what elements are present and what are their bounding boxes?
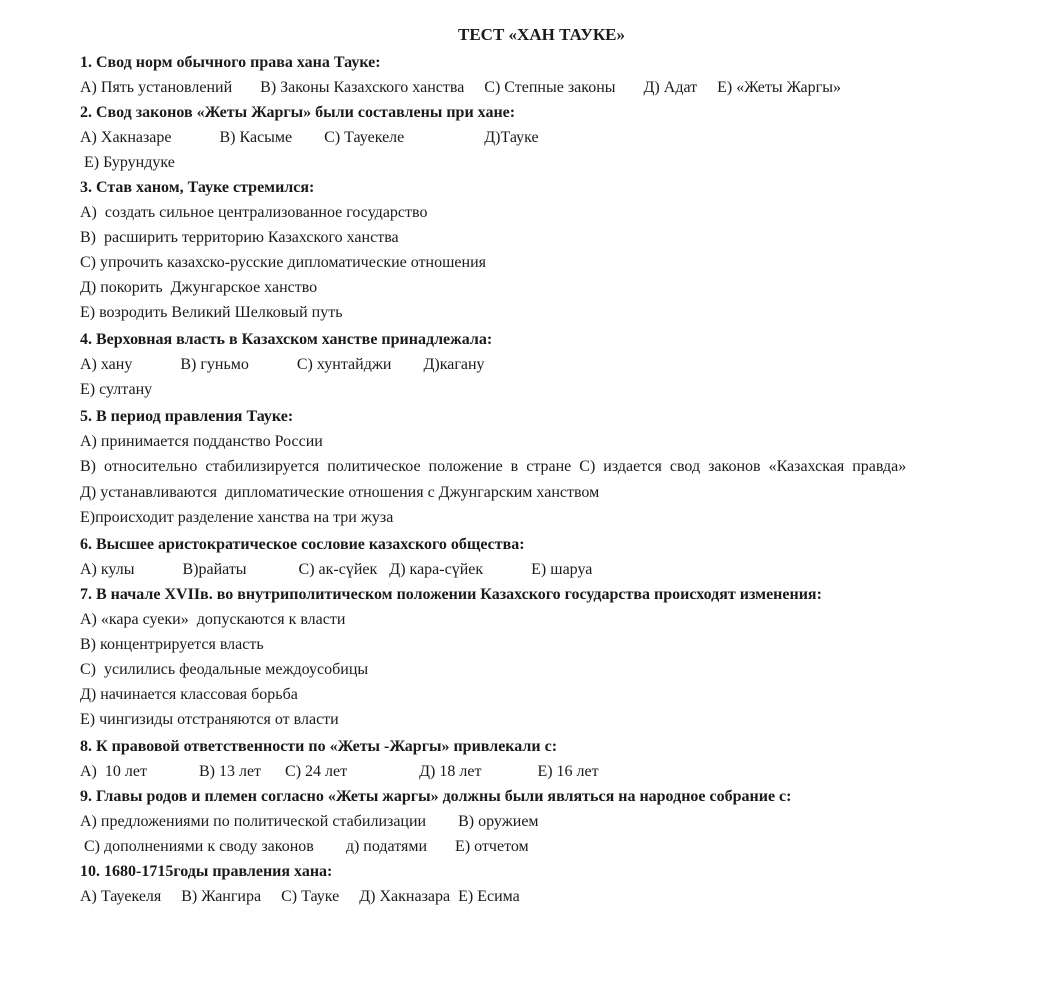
answer-options: А) кулы В)райаты С) ак-сүйек Д) кара-сүйек Е) шаруа	[80, 561, 593, 578]
answer-options: А) Пять установлений В) Законы Казахского ханства С) Степные законы Д) Адат Е) «Жеты Жаргы»	[80, 79, 841, 96]
question-7	[80, 582, 1002, 732]
answer-option: Д) устанавливаются дипломатические отношения с Джунгарским ханством	[80, 484, 600, 501]
answer-options: Е) Бурундуке	[80, 154, 175, 171]
answer-options: А) 10 лет В) 13 лет С) 24 лет Д) 18 лет Е) 16 лет	[80, 763, 599, 780]
answer-option: Д) начинается классовая борьба	[80, 686, 298, 703]
answer-option: А) принимается подданство России	[80, 433, 323, 450]
answer-option: А) создать сильное централизованное государство	[80, 204, 428, 221]
answer-options: А) хану В) гуньмо С) хунтайджи Д)кагану	[80, 356, 485, 373]
answer-option: В) расширить территорию Казахского ханства	[80, 229, 399, 246]
answer-option: В) концентрируется власть	[80, 636, 264, 653]
question-10	[80, 859, 1002, 909]
answer-option: А) «кара суеки» допускаются к власти	[80, 611, 346, 628]
page-title: ТЕСТ «ХАН ТАУКЕ»	[458, 25, 625, 44]
answer-options: А) Тауекеля В) Жангира С) Тауке Д) Хакназара Е) Есима	[80, 888, 520, 905]
answer-option: Е) возродить Великий Шелковый путь	[80, 304, 343, 321]
question-1	[80, 50, 1002, 100]
question-3	[80, 175, 1002, 325]
question-text: 2. Свод законов «Жеты Жаргы» были составлены при хане:	[80, 104, 516, 121]
question-text: 1. Свод норм обычного права хана Тауке:	[80, 54, 381, 71]
question-text: 3. Став ханом, Тауке стремился:	[80, 179, 315, 196]
answer-option: В) относительно стабилизируется политическое положение в стране С) издается свод законов «Казахская правда»	[80, 458, 907, 475]
answer-options: С) дополнениями к своду законов д) податями Е) отчетом	[80, 838, 529, 855]
question-text: 9. Главы родов и племен согласно «Жеты жаргы» должны были являться на народное собрание с:	[80, 788, 792, 805]
answer-options: А) предложениями по политической стабилизации В) оружием	[80, 813, 539, 830]
answer-option: Е) чингизиды отстраняются от власти	[80, 711, 339, 728]
question-text: 6. Высшее аристократическое сословие казахского общества:	[80, 536, 525, 553]
question-text: 5. В период правления Тауке:	[80, 408, 294, 425]
question-text: 7. В начале XVIIв. во внутриполитическом положении Казахского государства происходят изменения:	[80, 586, 822, 603]
answer-option: С) упрочить казахско-русские дипломатические отношения	[80, 254, 486, 271]
question-5	[80, 404, 1002, 530]
test-body	[80, 50, 1002, 909]
question-8	[80, 734, 1002, 784]
answer-option: С) усилились феодальные междоусобицы	[80, 661, 369, 678]
question-2	[80, 100, 1002, 175]
question-text: 8. К правовой ответственности по «Жеты -Жаргы» привлекали с:	[80, 738, 558, 755]
question-9	[80, 784, 1002, 859]
question-4	[80, 327, 1002, 402]
answer-options: А) Хакназаре В) Касыме С) Тауекеле Д)Тауке	[80, 129, 539, 146]
question-text: 10. 1680-1715годы правления хана:	[80, 863, 333, 880]
question-6	[80, 532, 1002, 582]
answer-options: Е) султану	[80, 381, 153, 398]
answer-option: Д) покорить Джунгарское ханство	[80, 279, 318, 296]
question-text: 4. Верховная власть в Казахском ханстве принадлежала:	[80, 331, 493, 348]
answer-option: Е)происходит разделение ханства на три жуза	[80, 509, 394, 526]
